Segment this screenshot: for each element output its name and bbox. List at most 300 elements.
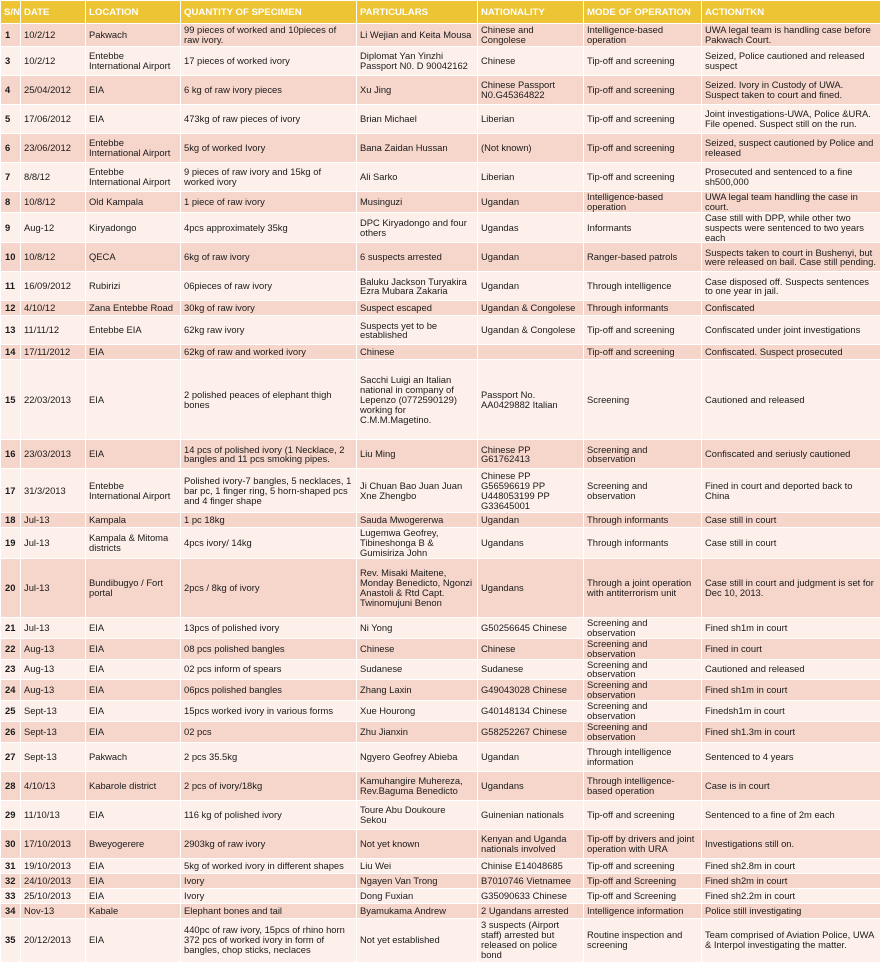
- cell-sn: 10: [1, 243, 21, 272]
- cell-quantity: 06pieces of raw ivory: [181, 272, 357, 301]
- cell-action: Confiscated: [702, 301, 881, 316]
- cell-nationality: Guinenian nationals: [478, 800, 584, 829]
- cell-date: 23/06/2012: [21, 134, 86, 163]
- cell-action: Fined in court: [702, 638, 881, 659]
- cell-sn: 9: [1, 212, 21, 243]
- cell-quantity: 4pcs approximately 35kg: [181, 212, 357, 243]
- table-row: [1, 440, 881, 469]
- cell-sn: 30: [1, 829, 21, 858]
- cell-location: QECA: [86, 243, 181, 272]
- cell-nationality: Ugandan: [478, 742, 584, 771]
- table-row: [1, 272, 881, 301]
- cell-sn: 16: [1, 440, 21, 469]
- cell-particulars: Ngayen Van Trong: [357, 873, 478, 888]
- cell-date: 25/04/2012: [21, 76, 86, 105]
- cell-mode: Intelligence information: [584, 903, 702, 918]
- cell-quantity: 116 kg of polished ivory: [181, 800, 357, 829]
- table-row: [1, 618, 881, 639]
- header-quantity: QUANTITY OF SPECIMEN: [181, 1, 357, 24]
- cell-nationality: Ugandan: [478, 192, 584, 213]
- cell-quantity: Ivory: [181, 873, 357, 888]
- cell-sn: 32: [1, 873, 21, 888]
- cell-mode: Through intelligence: [584, 272, 702, 301]
- cell-mode: Screening and observation: [584, 440, 702, 469]
- cell-location: Pakwach: [86, 742, 181, 771]
- cell-nationality: Ugandan: [478, 272, 584, 301]
- cell-location: Kampala: [86, 513, 181, 528]
- cell-location: Entebbe International Airport: [86, 469, 181, 513]
- cell-location: EIA: [86, 105, 181, 134]
- cell-mode: Tip-off and screening: [584, 105, 702, 134]
- cell-mode: Tip-off and screening: [584, 47, 702, 76]
- cell-sn: 28: [1, 771, 21, 800]
- cell-date: 10/8/12: [21, 192, 86, 213]
- header-action: ACTION/TKN: [702, 1, 881, 24]
- cell-action: Fined sh2.8m in court: [702, 858, 881, 873]
- table-row: [1, 659, 881, 680]
- cell-particulars: Li Wejian and Keita Mousa: [357, 24, 478, 47]
- cell-mode: Through informants: [584, 301, 702, 316]
- cell-date: 10/2/12: [21, 47, 86, 76]
- header-location: LOCATION: [86, 1, 181, 24]
- cell-date: 17/10/2013: [21, 829, 86, 858]
- table-row: [1, 701, 881, 722]
- cell-location: Kiryadongo: [86, 212, 181, 243]
- cell-location: EIA: [86, 360, 181, 440]
- cell-action: Case still in court and judgment is set for Dec 10, 2013.: [702, 559, 881, 618]
- table-row: [1, 316, 881, 345]
- table-row: [1, 243, 881, 272]
- cell-action: Case is in court: [702, 771, 881, 800]
- cell-particulars: Dong Fuxian: [357, 888, 478, 903]
- cell-nationality: Liberian: [478, 163, 584, 192]
- cell-quantity: 08 pcs polished bangles: [181, 638, 357, 659]
- table-row: [1, 918, 881, 962]
- cell-action: Case still in court: [702, 513, 881, 528]
- cell-date: Aug-13: [21, 659, 86, 680]
- table-row: [1, 721, 881, 742]
- cell-nationality: Passport No. AA0429882 Italian: [478, 360, 584, 440]
- cell-particulars: DPC Kiryadongo and four others: [357, 212, 478, 243]
- cell-date: Sept-13: [21, 721, 86, 742]
- cell-action: Fined sh2.2m in court: [702, 888, 881, 903]
- cell-particulars: Musinguzi: [357, 192, 478, 213]
- cell-nationality: Chinese: [478, 47, 584, 76]
- cell-quantity: Ivory: [181, 888, 357, 903]
- table-row: [1, 469, 881, 513]
- cell-action: Suspects taken to court in Bushenyi, but were released on bail. Case still pending.: [702, 243, 881, 272]
- cell-nationality: Ugandans: [478, 771, 584, 800]
- cell-quantity: 9 pieces of raw ivory and 15kg of worked ivory: [181, 163, 357, 192]
- cell-particulars: Zhang Laxin: [357, 680, 478, 701]
- cell-particulars: Sacchi Luigi an Italian national in company of Lepenzo (0772590129) working for C.M.M.Magetino.: [357, 360, 478, 440]
- cell-particulars: Chinese: [357, 638, 478, 659]
- cell-action: Fined sh1.3m in court: [702, 721, 881, 742]
- cell-particulars: Brian Michael: [357, 105, 478, 134]
- cell-location: Kabarole district: [86, 771, 181, 800]
- cell-date: 10/2/12: [21, 24, 86, 47]
- cell-date: 4/10/13: [21, 771, 86, 800]
- cell-quantity: 02 pcs inform of spears: [181, 659, 357, 680]
- cell-date: Aug-13: [21, 638, 86, 659]
- cell-action: Fined sh1m in court: [702, 680, 881, 701]
- cell-action: Team comprised of Aviation Police, UWA & Interpol investigating the matter.: [702, 918, 881, 962]
- cell-date: Jul-13: [21, 559, 86, 618]
- cell-action: Seized, suspect cautioned by Police and released: [702, 134, 881, 163]
- cell-sn: 33: [1, 888, 21, 903]
- cell-nationality: Ugandan & Congolese: [478, 301, 584, 316]
- cell-date: Aug-12: [21, 212, 86, 243]
- cell-location: EIA: [86, 873, 181, 888]
- cell-date: 24/10/2013: [21, 873, 86, 888]
- cell-mode: Tip-off by drivers and joint operation with URA: [584, 829, 702, 858]
- cell-mode: Through a joint operation with antiterrorism unit: [584, 559, 702, 618]
- cell-particulars: Liu Ming: [357, 440, 478, 469]
- cell-particulars: Xue Hourong: [357, 701, 478, 722]
- cell-nationality: Sudanese: [478, 659, 584, 680]
- cell-sn: 6: [1, 134, 21, 163]
- cell-mode: Tip-off and screening: [584, 76, 702, 105]
- cell-location: EIA: [86, 659, 181, 680]
- cell-sn: 13: [1, 316, 21, 345]
- cell-mode: Tip-off and screening: [584, 345, 702, 360]
- cell-sn: 22: [1, 638, 21, 659]
- table-row: [1, 192, 881, 213]
- cell-nationality: 2 Ugandans arrested: [478, 903, 584, 918]
- cell-mode: Screening and observation: [584, 680, 702, 701]
- cell-mode: Tip-off and screening: [584, 858, 702, 873]
- cell-location: Zana Entebbe Road: [86, 301, 181, 316]
- cell-quantity: 6kg of raw ivory: [181, 243, 357, 272]
- cell-particulars: Kamuhangire Muhereza, Rev.Baguma Benedicto: [357, 771, 478, 800]
- cell-nationality: (Not known): [478, 134, 584, 163]
- cell-particulars: Ni Yong: [357, 618, 478, 639]
- cell-particulars: Ji Chuan Bao Juan Juan Xne Zhengbo: [357, 469, 478, 513]
- cell-quantity: 02 pcs: [181, 721, 357, 742]
- cell-quantity: 14 pcs of polished ivory (1 Necklace, 2 bangles and 11 pcs smoking pipes.: [181, 440, 357, 469]
- table-row: [1, 771, 881, 800]
- cell-quantity: 1 piece of raw ivory: [181, 192, 357, 213]
- table-row: [1, 903, 881, 918]
- cell-mode: Through informants: [584, 513, 702, 528]
- table-row: [1, 47, 881, 76]
- cell-particulars: Xu Jing: [357, 76, 478, 105]
- cell-quantity: 06pcs polished bangles: [181, 680, 357, 701]
- cell-mode: Intelligence-based operation: [584, 24, 702, 47]
- cell-location: Entebbe International Airport: [86, 47, 181, 76]
- cell-particulars: Bana Zaidan Hussan: [357, 134, 478, 163]
- cell-particulars: Liu Wei: [357, 858, 478, 873]
- header-mode: MODE OF OPERATION: [584, 1, 702, 24]
- cell-location: EIA: [86, 76, 181, 105]
- cell-mode: Tip-off and screening: [584, 134, 702, 163]
- header-nationality: NATIONALITY: [478, 1, 584, 24]
- cell-location: Kampala & Mitoma districts: [86, 528, 181, 559]
- cell-quantity: 4pcs ivory/ 14kg: [181, 528, 357, 559]
- cell-action: Fined in court and deported back to China: [702, 469, 881, 513]
- cell-sn: 23: [1, 659, 21, 680]
- cell-quantity: 13pcs of polished ivory: [181, 618, 357, 639]
- cell-sn: 7: [1, 163, 21, 192]
- cell-quantity: 5kg of worked Ivory: [181, 134, 357, 163]
- cell-location: EIA: [86, 440, 181, 469]
- cell-sn: 24: [1, 680, 21, 701]
- cell-date: 16/09/2012: [21, 272, 86, 301]
- table-row: [1, 888, 881, 903]
- cell-particulars: Not yet known: [357, 829, 478, 858]
- cell-sn: 27: [1, 742, 21, 771]
- cell-particulars: Lugemwa Geofrey, Tibineshonga B & Gumisiriza John: [357, 528, 478, 559]
- cell-sn: 14: [1, 345, 21, 360]
- cell-sn: 29: [1, 800, 21, 829]
- table-body: [1, 24, 881, 963]
- cell-date: Jul-13: [21, 513, 86, 528]
- table-row: [1, 858, 881, 873]
- cell-sn: 31: [1, 858, 21, 873]
- header-sn: S/N: [1, 1, 21, 24]
- cell-mode: Tip-off and Screening: [584, 888, 702, 903]
- cell-sn: 3: [1, 47, 21, 76]
- cell-sn: 11: [1, 272, 21, 301]
- cell-particulars: Suspects yet to be established: [357, 316, 478, 345]
- cell-location: EIA: [86, 345, 181, 360]
- cell-location: EIA: [86, 638, 181, 659]
- cell-date: Jul-13: [21, 528, 86, 559]
- cell-particulars: Baluku Jackson Turyakira Ezra Mubara Zakaria: [357, 272, 478, 301]
- cell-particulars: Ngyero Geofrey Abieba: [357, 742, 478, 771]
- cell-action: Seized. Ivory in Custody of UWA. Suspect taken to court and fined.: [702, 76, 881, 105]
- cell-particulars: Ali Sarko: [357, 163, 478, 192]
- cell-nationality: Chinese PP G61762413: [478, 440, 584, 469]
- cell-action: Confiscated under joint investigations: [702, 316, 881, 345]
- cell-particulars: Diplomat Yan Yinzhi Passport N0. D 90042162: [357, 47, 478, 76]
- cell-quantity: 473kg of raw pieces of ivory: [181, 105, 357, 134]
- table-row: [1, 638, 881, 659]
- cell-nationality: Chinese Passport N0.G45364822: [478, 76, 584, 105]
- cell-date: 11/11/12: [21, 316, 86, 345]
- cell-action: Sentenced to 4 years: [702, 742, 881, 771]
- cell-quantity: 99 pieces of worked and 10pieces of raw ivory.: [181, 24, 357, 47]
- cell-mode: Screening: [584, 360, 702, 440]
- table-row: [1, 105, 881, 134]
- cell-particulars: Zhu Jianxin: [357, 721, 478, 742]
- cell-nationality: Liberian: [478, 105, 584, 134]
- cell-mode: Screening and observation: [584, 469, 702, 513]
- cell-sn: 1: [1, 24, 21, 47]
- header-row: [1, 1, 881, 24]
- cell-sn: 21: [1, 618, 21, 639]
- table-row: [1, 513, 881, 528]
- header-date: DATE: [21, 1, 86, 24]
- cell-location: EIA: [86, 701, 181, 722]
- cell-mode: Screening and observation: [584, 701, 702, 722]
- cell-quantity: 2 polished peaces of elephant thigh bones: [181, 360, 357, 440]
- cell-date: Jul-13: [21, 618, 86, 639]
- cell-sn: 34: [1, 903, 21, 918]
- cell-particulars: Chinese: [357, 345, 478, 360]
- cell-action: Cautioned and released: [702, 360, 881, 440]
- cell-mode: Tip-off and screening: [584, 316, 702, 345]
- cell-mode: Screening and observation: [584, 638, 702, 659]
- cell-nationality: Ugandans: [478, 528, 584, 559]
- table-row: [1, 528, 881, 559]
- table-row: [1, 360, 881, 440]
- cell-sn: 19: [1, 528, 21, 559]
- cell-particulars: Sudanese: [357, 659, 478, 680]
- cell-sn: 25: [1, 701, 21, 722]
- cell-mode: Screening and observation: [584, 721, 702, 742]
- cell-sn: 26: [1, 721, 21, 742]
- cell-location: EIA: [86, 680, 181, 701]
- cell-action: Cautioned and released: [702, 659, 881, 680]
- cell-date: 17/06/2012: [21, 105, 86, 134]
- cell-date: 10/8/12: [21, 243, 86, 272]
- cell-sn: 4: [1, 76, 21, 105]
- cell-sn: 18: [1, 513, 21, 528]
- cell-action: Sentenced to a fine of 2m each: [702, 800, 881, 829]
- cell-mode: Through informants: [584, 528, 702, 559]
- cell-mode: Tip-off and screening: [584, 800, 702, 829]
- cell-particulars: Suspect escaped: [357, 301, 478, 316]
- cell-sn: 12: [1, 301, 21, 316]
- cell-nationality: Chinese and Congolese: [478, 24, 584, 47]
- cell-location: Pakwach: [86, 24, 181, 47]
- cell-date: 23/03/2013: [21, 440, 86, 469]
- cell-action: Seized, Police cautioned and released suspect: [702, 47, 881, 76]
- cell-quantity: 15pcs worked ivory in various forms: [181, 701, 357, 722]
- cell-action: UWA legal team handling the case in court.: [702, 192, 881, 213]
- cell-mode: Routine inspection and screening: [584, 918, 702, 962]
- cell-date: Sept-13: [21, 701, 86, 722]
- cell-nationality: Chinese PP G56596619 PP U448053199 PP G33645001: [478, 469, 584, 513]
- cell-mode: Through intelligence-based operation: [584, 771, 702, 800]
- cell-action: Prosecuted and sentenced to a fine sh500,000: [702, 163, 881, 192]
- cell-nationality: Ugandans: [478, 559, 584, 618]
- cell-quantity: 17 pieces of worked ivory: [181, 47, 357, 76]
- cell-nationality: Chinese: [478, 638, 584, 659]
- cell-location: Old Kampala: [86, 192, 181, 213]
- header-particulars: PARTICULARS: [357, 1, 478, 24]
- cell-quantity: 5kg of worked ivory in different shapes: [181, 858, 357, 873]
- cell-nationality: Ugandas: [478, 212, 584, 243]
- cell-mode: Tip-off and Screening: [584, 873, 702, 888]
- cell-date: 4/10/12: [21, 301, 86, 316]
- table-row: [1, 24, 881, 47]
- cell-action: Investigations still on.: [702, 829, 881, 858]
- cell-action: Case disposed off. Suspects sentences to one year in jail.: [702, 272, 881, 301]
- cell-action: Confiscated. Suspect prosecuted: [702, 345, 881, 360]
- cell-nationality: Ugandan & Congolese: [478, 316, 584, 345]
- table-row: [1, 800, 881, 829]
- cell-quantity: 2 pcs 35.5kg: [181, 742, 357, 771]
- cell-date: 19/10/2013: [21, 858, 86, 873]
- cell-location: Bweyogerere: [86, 829, 181, 858]
- cell-location: Entebbe EIA: [86, 316, 181, 345]
- cell-date: 8/8/12: [21, 163, 86, 192]
- cell-quantity: 2903kg of raw ivory: [181, 829, 357, 858]
- cell-nationality: Chinise E14048685: [478, 858, 584, 873]
- cell-sn: 20: [1, 559, 21, 618]
- cell-action: Fined sh1m in court: [702, 618, 881, 639]
- cell-quantity: Elephant bones and tail: [181, 903, 357, 918]
- cell-quantity: 6 kg of raw ivory pieces: [181, 76, 357, 105]
- cell-action: Finedsh1m in court: [702, 701, 881, 722]
- cell-action: Joint investigations-UWA, Police &URA. File opened. Suspect still on the run.: [702, 105, 881, 134]
- cell-quantity: 2 pcs of ivory/18kg: [181, 771, 357, 800]
- cell-action: Police still investigating: [702, 903, 881, 918]
- cell-location: EIA: [86, 618, 181, 639]
- cell-nationality: G50256645 Chinese: [478, 618, 584, 639]
- cell-particulars: Toure Abu Doukoure Sekou: [357, 800, 478, 829]
- cell-location: Entebbe International Airport: [86, 163, 181, 192]
- cell-quantity: 62kg raw ivory: [181, 316, 357, 345]
- table-row: [1, 301, 881, 316]
- cell-particulars: Sauda Mwogererwa: [357, 513, 478, 528]
- cell-nationality: Ugandan: [478, 243, 584, 272]
- cell-nationality: G49043028 Chinese: [478, 680, 584, 701]
- cell-mode: Through intelligence information: [584, 742, 702, 771]
- cell-sn: 15: [1, 360, 21, 440]
- cell-nationality: G35090633 Chinese: [478, 888, 584, 903]
- cell-mode: Tip-off and screening: [584, 163, 702, 192]
- cell-quantity: Polished ivory-7 bangles, 5 necklaces, 1 bar pc, 1 finger ring, 5 horn-shaped pcs and 4 finger shape: [181, 469, 357, 513]
- table-row: [1, 873, 881, 888]
- cell-quantity: 440pc of raw ivory, 15pcs of rhino horn 372 pcs of worked ivory in form of bangles, chop sticks, neclaces: [181, 918, 357, 962]
- cell-nationality: 3 suspects (Airport staff) arrested but released on police bond: [478, 918, 584, 962]
- cell-action: Confiscated and seriusly cautioned: [702, 440, 881, 469]
- cell-nationality: G40148134 Chinese: [478, 701, 584, 722]
- table-row: [1, 163, 881, 192]
- cell-sn: 17: [1, 469, 21, 513]
- cell-location: EIA: [86, 888, 181, 903]
- cell-location: Entebbe International Airport: [86, 134, 181, 163]
- cell-location: Bundibugyo / Fort portal: [86, 559, 181, 618]
- cell-quantity: 62kg of raw and worked ivory: [181, 345, 357, 360]
- cell-date: Sept-13: [21, 742, 86, 771]
- cell-location: EIA: [86, 858, 181, 873]
- cell-mode: Screening and observation: [584, 659, 702, 680]
- cell-mode: Screening and observation: [584, 618, 702, 639]
- cell-date: 11/10/13: [21, 800, 86, 829]
- cell-quantity: 1 pc 18kg: [181, 513, 357, 528]
- cell-particulars: Not yet established: [357, 918, 478, 962]
- table-row: [1, 134, 881, 163]
- cell-action: Case still with DPP, while other two suspects were sentenced to two years each: [702, 212, 881, 243]
- cell-quantity: 30kg of raw ivory: [181, 301, 357, 316]
- cell-nationality: B7010746 Vietnamee: [478, 873, 584, 888]
- cell-action: UWA legal team is handling case before Pakwach Court.: [702, 24, 881, 47]
- table-row: [1, 76, 881, 105]
- table-row: [1, 345, 881, 360]
- cell-mode: Informants: [584, 212, 702, 243]
- cell-location: Rubirizi: [86, 272, 181, 301]
- cell-sn: 5: [1, 105, 21, 134]
- cell-sn: 8: [1, 192, 21, 213]
- table-row: [1, 742, 881, 771]
- cell-nationality: Kenyan and Uganda nationals involved: [478, 829, 584, 858]
- cell-date: 22/03/2013: [21, 360, 86, 440]
- table-row: [1, 212, 881, 243]
- cell-location: EIA: [86, 800, 181, 829]
- cell-particulars: Byamukama Andrew: [357, 903, 478, 918]
- cell-date: 20/12/2013: [21, 918, 86, 962]
- cell-quantity: 2pcs / 8kg of ivory: [181, 559, 357, 618]
- cell-nationality: G58252267 Chinese: [478, 721, 584, 742]
- cell-location: EIA: [86, 918, 181, 962]
- cell-particulars: Rev. Misaki Maitene, Monday Benedicto, Ngonzi Anastoli & Rtd Capt. Twinomujuni Benon: [357, 559, 478, 618]
- table-row: [1, 680, 881, 701]
- cell-mode: Intelligence-based operation: [584, 192, 702, 213]
